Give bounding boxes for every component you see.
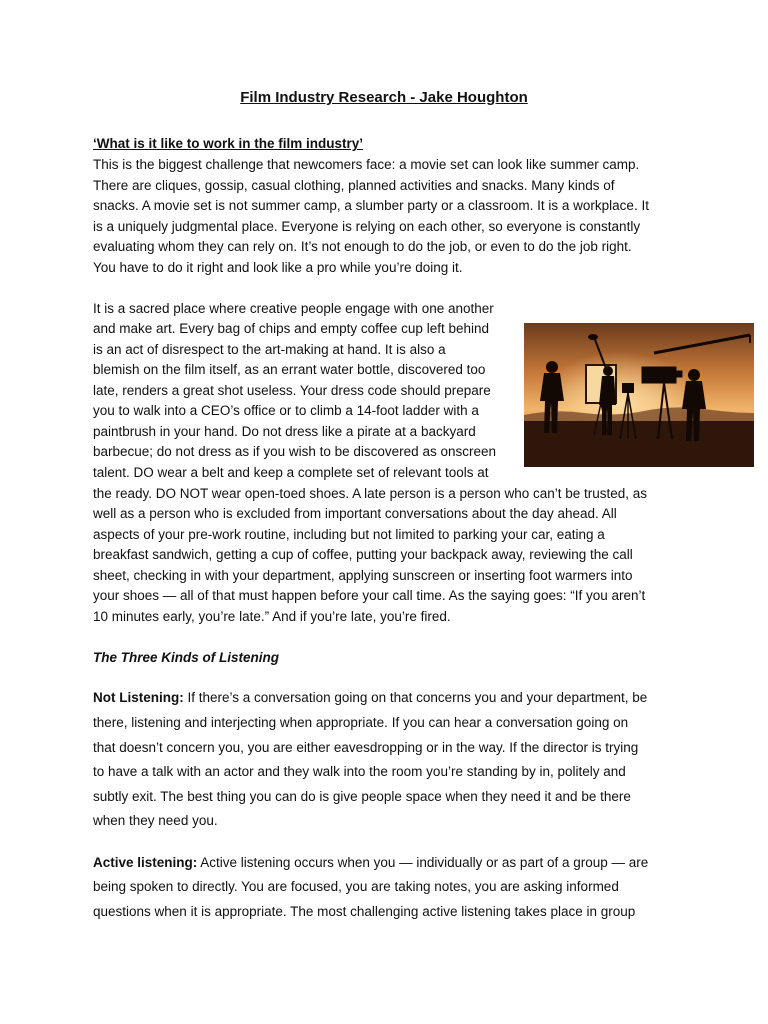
not-listening-line: when they need you. [93, 813, 218, 828]
para2-line: well as a person who is excluded from important conversations about the day ahead. All [93, 506, 617, 521]
active-listening-line: being spoken to directly. You are focused, you are taking notes, you are asking informed [93, 879, 619, 894]
para2-line: talent. DO wear a belt and keep a complete set of relevant tools at [93, 465, 489, 480]
para2-line: aspects of your pre-work routine, including but not limited to parking your car, eating a [93, 527, 605, 542]
section-heading-listening: The Three Kinds of Listening [93, 650, 280, 665]
active-listening-label: Active listening: [93, 855, 198, 870]
para1-line: is a uniquely judgmental place. Everyone is relying on each other, so everyone is constantly [93, 219, 641, 234]
para2-line: sheet, checking in with your department, applying sunscreen or inserting foot warmers into [93, 568, 633, 583]
document-title: Film Industry Research - Jake Houghton [240, 89, 528, 106]
para2-line: It is a sacred place where creative people engage with one another [93, 301, 494, 316]
not-listening-label: Not Listening: [93, 690, 184, 705]
section-heading-work: ‘What is it like to work in the film industry’ [93, 136, 364, 151]
not-listening-line: to have a talk with an actor and they walk into the room you’re standing by in, politely and [93, 764, 626, 779]
para2-line: 10 minutes early, you’re late.” And if you’re late, you’re fired. [93, 609, 451, 624]
not-listening-text: If there’s a conversation going on that concerns you and your department, be [183, 690, 648, 705]
para2-line: your shoes — all of that must happen before your call time. As the saying goes: “If you aren’t [93, 588, 646, 603]
para1-line: evaluating whom they can rely on. It’s not enough to do the job, or even to do the job right. [93, 239, 632, 254]
para2-line: paintbrush in your hand. Do not dress like a pirate at a backyard [93, 424, 476, 439]
para1-line: This is the biggest challenge that newcomers face: a movie set can look like summer camp. [93, 157, 640, 172]
film-crew-silhouette-image [524, 323, 754, 467]
para1-line: snacks. A movie set is not summer camp, a slumber party or a classroom. It is a workplace. It [93, 198, 649, 213]
para2-line: and make art. Every bag of chips and empty coffee cup left behind [93, 321, 489, 336]
para1-line: You have to do it right and look like a pro while you’re doing it. [93, 260, 463, 275]
para2-line: blemish on the film itself, as an errant water bottle, discovered too [93, 362, 486, 377]
not-listening-line: that doesn’t concern you, you are either eavesdropping or in the way. If the director is trying [93, 740, 639, 755]
not-listening-line [93, 689, 647, 707]
not-listening-line: there, listening and interjecting when appropriate. If you can hear a conversation going on [93, 715, 629, 730]
para2-line: late, renders a great shot useless. Your dress code should prepare [93, 383, 491, 398]
para2-line: is an act of disrespect to the art-making at hand. It is also a [93, 342, 446, 357]
para1-line: There are cliques, gossip, casual clothing, planned activities and snacks. Many kinds of [93, 178, 615, 193]
para2-line: breakfast sandwich, getting a cup of coffee, putting your backpack away, reviewing the call [93, 547, 633, 562]
active-listening-text: Active listening occurs when you — individually or as part of a group — are [197, 855, 649, 870]
film-crew-silhouette-photo [524, 323, 754, 467]
para2-line: the ready. DO NOT wear open-toed shoes. A late person is a person who can’t be trusted, as [93, 486, 648, 501]
active-listening-line [93, 854, 648, 872]
para2-line: you to walk into a CEO’s office or to climb a 14-foot ladder with a [93, 403, 479, 418]
para2-line: barbecue; do not dress as if you wish to be discovered as onscreen [93, 444, 496, 459]
not-listening-line: subtly exit. The best thing you can do is give people space when they need it and be there [93, 789, 631, 804]
active-listening-line: questions when it is appropriate. The most challenging active listening takes place in group [93, 904, 636, 919]
